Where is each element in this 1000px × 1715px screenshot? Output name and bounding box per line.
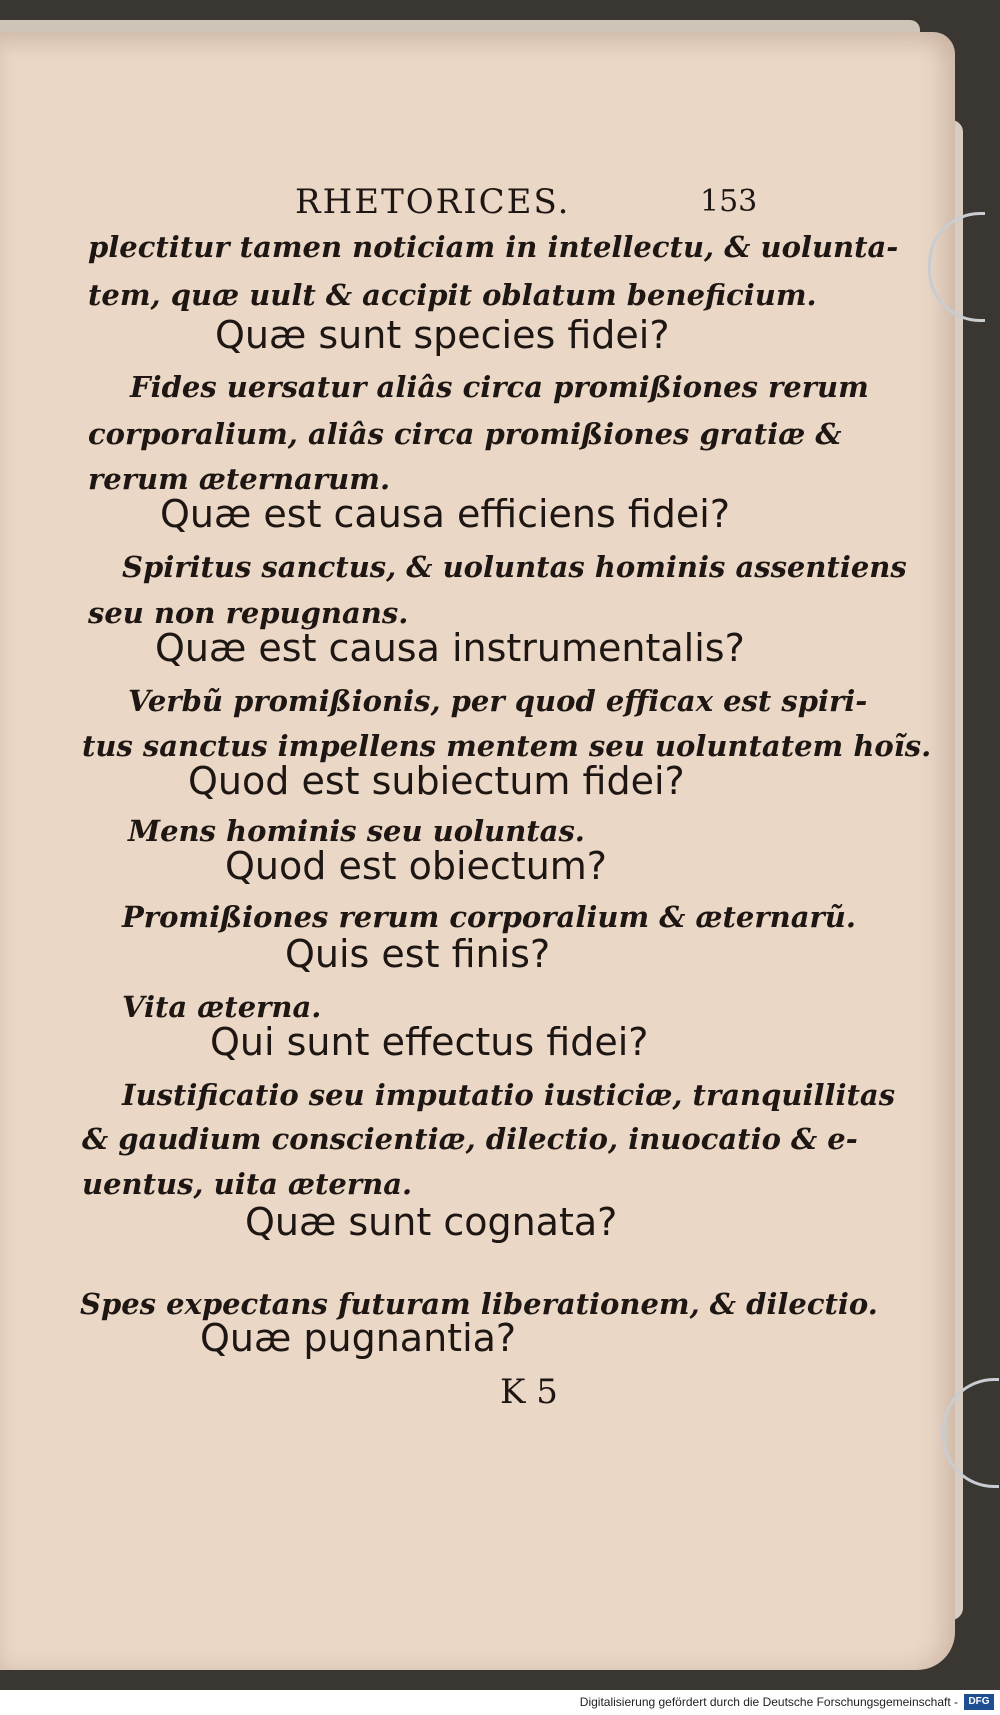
text-line-9: seu non repugnans. (88, 596, 409, 630)
text-line-21: & gaudium conscientiæ, dilectio, inuocatio & e- (82, 1122, 858, 1156)
text-line-12: tus sanctus impellens mentem seu uoluntatem hoĩs. (82, 729, 932, 763)
footer-bar (0, 1690, 1000, 1715)
question-subiectum: Quod est subiectum fidei? (188, 759, 685, 803)
text-line-1: plectitur tamen noticiam in intellectu, & uolunta- (88, 230, 899, 264)
text-line-20: Iustificatio seu imputatio iusticiæ, tranquillitas (122, 1078, 896, 1112)
footer-credit: Digitalisierung gefördert durch die Deutsche Forschungsgemeinschaft - (579, 1695, 958, 1709)
question-efficiens: Quæ est causa efficiens fidei? (160, 492, 731, 536)
text-line-6: rerum æternarum. (88, 462, 391, 496)
question-instrumentalis: Quæ est causa instrumentalis? (155, 626, 745, 670)
question-cognata: Quæ sunt cognata? (245, 1200, 618, 1244)
text-line-22: uentus, uita æterna. (82, 1167, 413, 1201)
running-title: RHETORICES. (295, 182, 571, 222)
text-line-5: corporalium, aliâs circa promißiones gratiæ & (88, 417, 842, 451)
text-line-18: Vita æterna. (122, 990, 322, 1024)
page-number: 153 (700, 184, 758, 219)
question-obiectum: Quod est obiectum? (225, 844, 607, 888)
dfg-logo-icon: DFG (964, 1694, 994, 1710)
question-species: Quæ sunt species fidei? (215, 313, 670, 357)
book-page (0, 32, 955, 1670)
question-effectus: Qui sunt effectus fidei? (210, 1020, 649, 1064)
text-line-11: Verbũ promißionis, per quod efficax est spiri- (128, 684, 868, 718)
text-line-8: Spiritus sanctus, & uoluntas hominis assentiens (122, 550, 907, 584)
signature-mark: K 5 (500, 1372, 558, 1412)
text-line-14: Mens hominis seu uoluntas. (128, 814, 585, 848)
text-line-2: tem, quæ uult & accipit oblatum beneficium. (88, 278, 817, 312)
question-finis: Quis est finis? (285, 932, 551, 976)
question-pugnantia: Quæ pugnantia? (200, 1316, 517, 1360)
text-line-24: Spes expectans futuram liberationem, & dilectio. (80, 1287, 878, 1321)
text-line-4: Fides uersatur aliâs circa promißiones rerum (130, 370, 869, 404)
text-line-16: Promißiones rerum corporalium & æternarũ. (122, 900, 856, 934)
